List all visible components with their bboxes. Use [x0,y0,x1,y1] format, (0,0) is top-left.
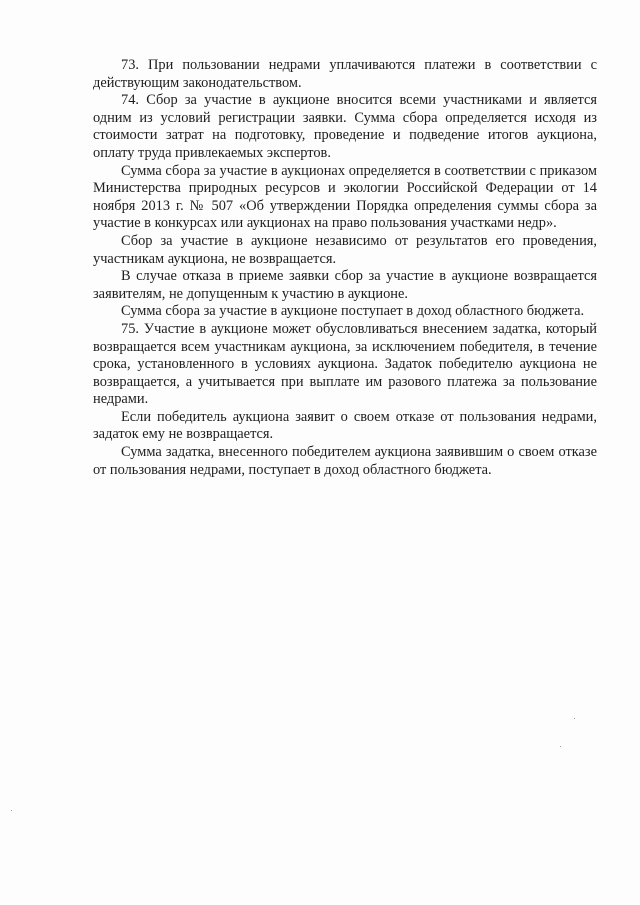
paragraph-fee-budget: Сумма сбора за участие в аукционе поступает в доход областного бюджета. [121,303,585,320]
document-body [93,57,597,479]
scan-speck [11,810,12,811]
scan-speck [560,746,561,747]
paragraph-deposit-refusal: Если победитель аукциона заявит о своем отказе от пользования недрами, задаток ему не возвращается. [93,408,597,443]
paragraph-fee-amount: Сумма сбора за участие в аукционах определяется в соответствии с приказом Министерства природных ресурсов и экологии Российской Федерации от 14 ноября 2013 г. № 507 «Об утверждении Порядка определения суммы сбора за участие в конкурсах или аукционах на право пользования участками недр». [93,162,597,232]
paragraph-74: 74. Сбор за участие в аукционе вносится всеми участниками и является одним из условий регистрации заявки. Сумма сбора определяется исходя из стоимости затрат на подготовку, проведение и подведение итогов аукциона, оплату труда привлекаемых экспертов. [93,92,597,161]
paragraph-fee-refund: В случае отказа в приеме заявки сбор за участие в аукционе возвращается заявителям, не допущенным к участию в аукционе. [93,268,597,302]
paragraph-deposit-budget: Сумма задатка, внесенного победителем аукциона заявившим о своем отказе от пользования недрами, поступает в доход областного бюджета. [93,444,597,478]
paragraph-fee-not-returned: Сбор за участие в аукционе независимо от результатов его проведения, участникам аукциона, не возвращается. [93,232,597,267]
paragraph-75: 75. Участие в аукционе может обусловливаться внесением задатка, который возвращается всем участникам аукциона, за исключением победителя, в течение срока, установленного в условиях аукциона. Задаток победителю аукциона не возвращается, а учитывается при выплате им разового платежа за пользование недрами. [93,320,597,408]
paragraph-73: 73. При пользовании недрами уплачиваются платежи в соответствии с действующим законодательством. [93,57,597,91]
scan-speck [574,718,575,719]
